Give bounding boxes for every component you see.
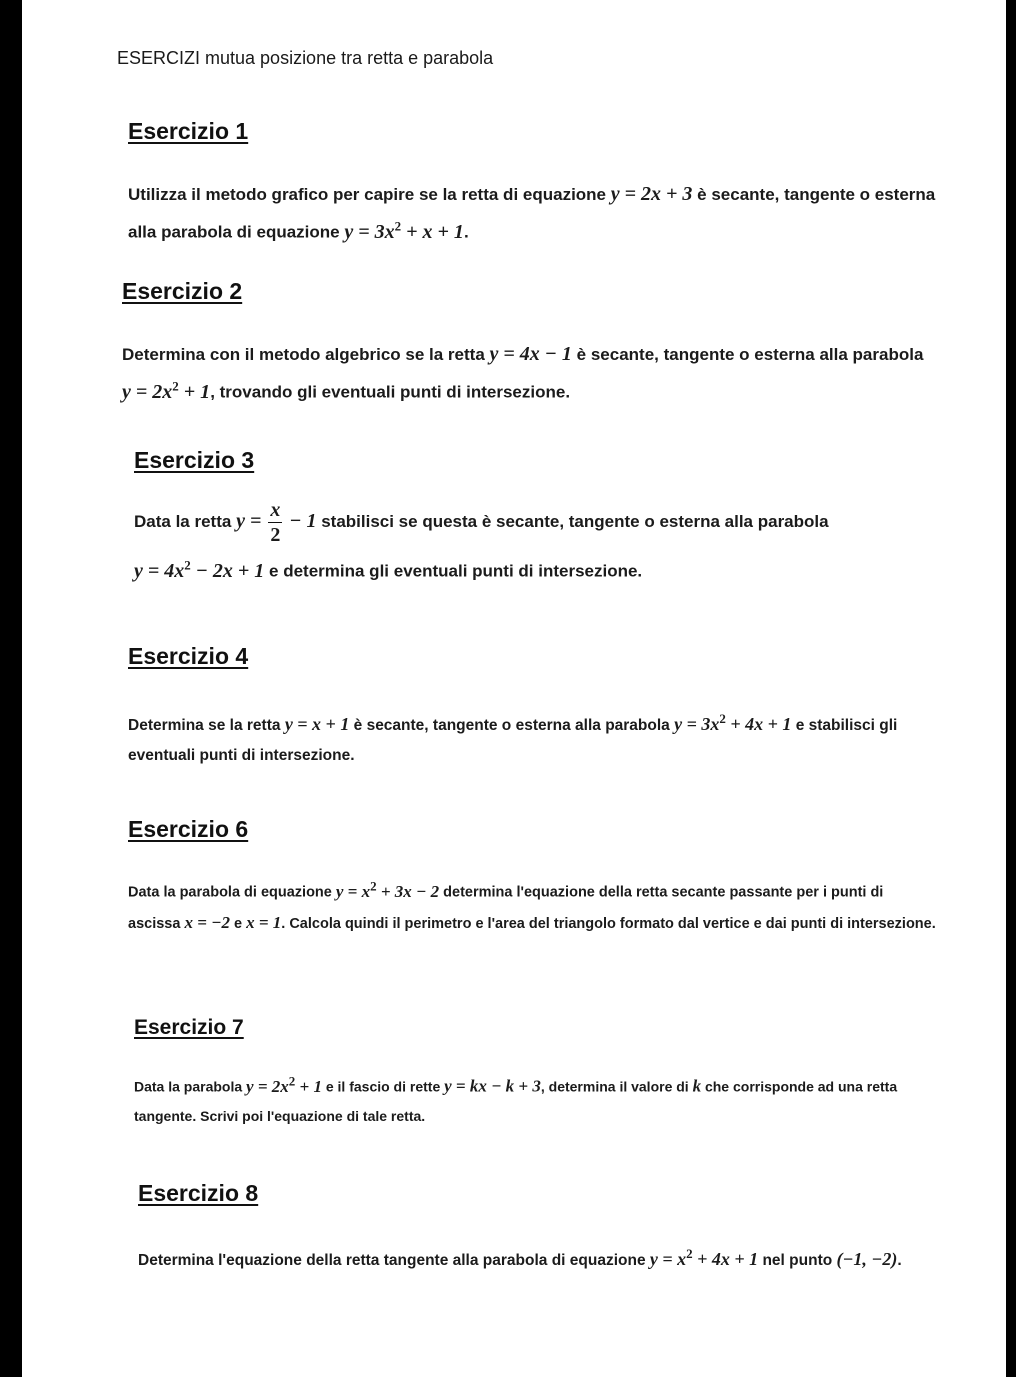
math-expression: $y = 2x^2 + 1$ bbox=[122, 378, 211, 403]
math-expression: y = 2x + 3 bbox=[610, 183, 693, 205]
exercise-1 bbox=[128, 118, 968, 248]
exercise-text: Data la parabola $y = 2x^2 + 1$ e il fascio di rette y = kx − k + 3, determina il valore di k che corrisponde ad una retta tangente. Scrivi poi l'equazione di tale retta. bbox=[134, 1073, 898, 1124]
exercise-6 bbox=[128, 816, 938, 939]
exercise-heading: Esercizio 4 bbox=[128, 643, 249, 669]
document-page bbox=[22, 0, 1006, 1377]
exercise-heading: Esercizio 3 bbox=[134, 447, 255, 473]
exercise-heading: Esercizio 6 bbox=[128, 816, 249, 842]
math-expression: $y = 4x^2 - 2x + 1$ bbox=[134, 557, 265, 582]
exercise-text: Determina l'equazione della retta tangente alla parabola di equazione $y = x^2 + 4x + 1$ nel punto (−1, −2). bbox=[138, 1246, 902, 1269]
exercise-3 bbox=[134, 447, 954, 592]
math-expression: $y = 2x^2 + 1$ bbox=[246, 1073, 322, 1096]
exercise-heading: Esercizio 1 bbox=[128, 118, 249, 144]
exercise-text: Utilizza il metodo grafico per capire se la retta di equazione y = 2x + 3 è secante, tangente o esterna alla parabola di equazione $y = 3x^2 + x + 1$. bbox=[128, 183, 936, 243]
exercise-heading: Esercizio 8 bbox=[138, 1180, 259, 1206]
math-expression: y = 4x − 1 bbox=[489, 343, 572, 365]
exercise-heading: Esercizio 2 bbox=[122, 278, 243, 304]
exercise-text: Data la parabola di equazione $y = x^2 + 3x - 2$ determina l'equazione della retta secante passante per i punti di ascissa x = −2 e x = 1. Calcola quindi il perimetro e l'area del triangolo formato dal vertice e dai punti di intersezione. bbox=[128, 878, 936, 932]
math-expression: (−1, −2) bbox=[836, 1249, 898, 1269]
math-expression: $y = x^2 + 3x - 2$ bbox=[335, 878, 440, 901]
document-title: ESERCIZI mutua posizione tra retta e parabola bbox=[117, 48, 494, 68]
math-expression: y = $\frac{x}{2}$ − 1 bbox=[236, 499, 317, 546]
math-expression: x = 1 bbox=[246, 912, 282, 932]
math-expression: y = x + 1 bbox=[284, 714, 350, 734]
math-expression: y = kx − k + 3 bbox=[444, 1076, 541, 1096]
exercise-heading: Esercizio 7 bbox=[134, 1016, 244, 1039]
exercise-text: Data la retta y = $\frac{x}{2}$ − 1 stabilisci se questa è secante, tangente o esterna alla parabola $y = 4x^2 - 2x + 1$ e determina gli eventuali punti di intersezione. bbox=[134, 499, 829, 582]
exercise-7 bbox=[134, 1016, 904, 1131]
fraction: $\frac{x}{2}$ bbox=[270, 499, 281, 546]
math-expression: $y = 3x^2 + x + 1$ bbox=[344, 218, 464, 243]
exercise-4 bbox=[128, 643, 928, 771]
math-expression: $y = x^2 + 4x + 1$ bbox=[649, 1246, 759, 1269]
math-expression: x = −2 bbox=[184, 912, 230, 932]
exercise-text: Determina se la retta y = x + 1 è secante, tangente o esterna alla parabola $y = 3x^2 + 4x + 1$ e stabilisci gli eventuali punti di intersezione. bbox=[128, 711, 898, 764]
exercise-2 bbox=[122, 278, 992, 408]
math-expression: k bbox=[692, 1076, 702, 1096]
exercise-8 bbox=[138, 1180, 948, 1277]
math-expression: $y = 3x^2 + 4x + 1$ bbox=[674, 711, 792, 734]
exercise-text: Determina con il metodo algebrico se la retta y = 4x − 1 è secante, tangente o esterna alla parabola $y = 2x^2 + 1$, trovando gli eventuali punti di intersezione. bbox=[122, 343, 924, 403]
